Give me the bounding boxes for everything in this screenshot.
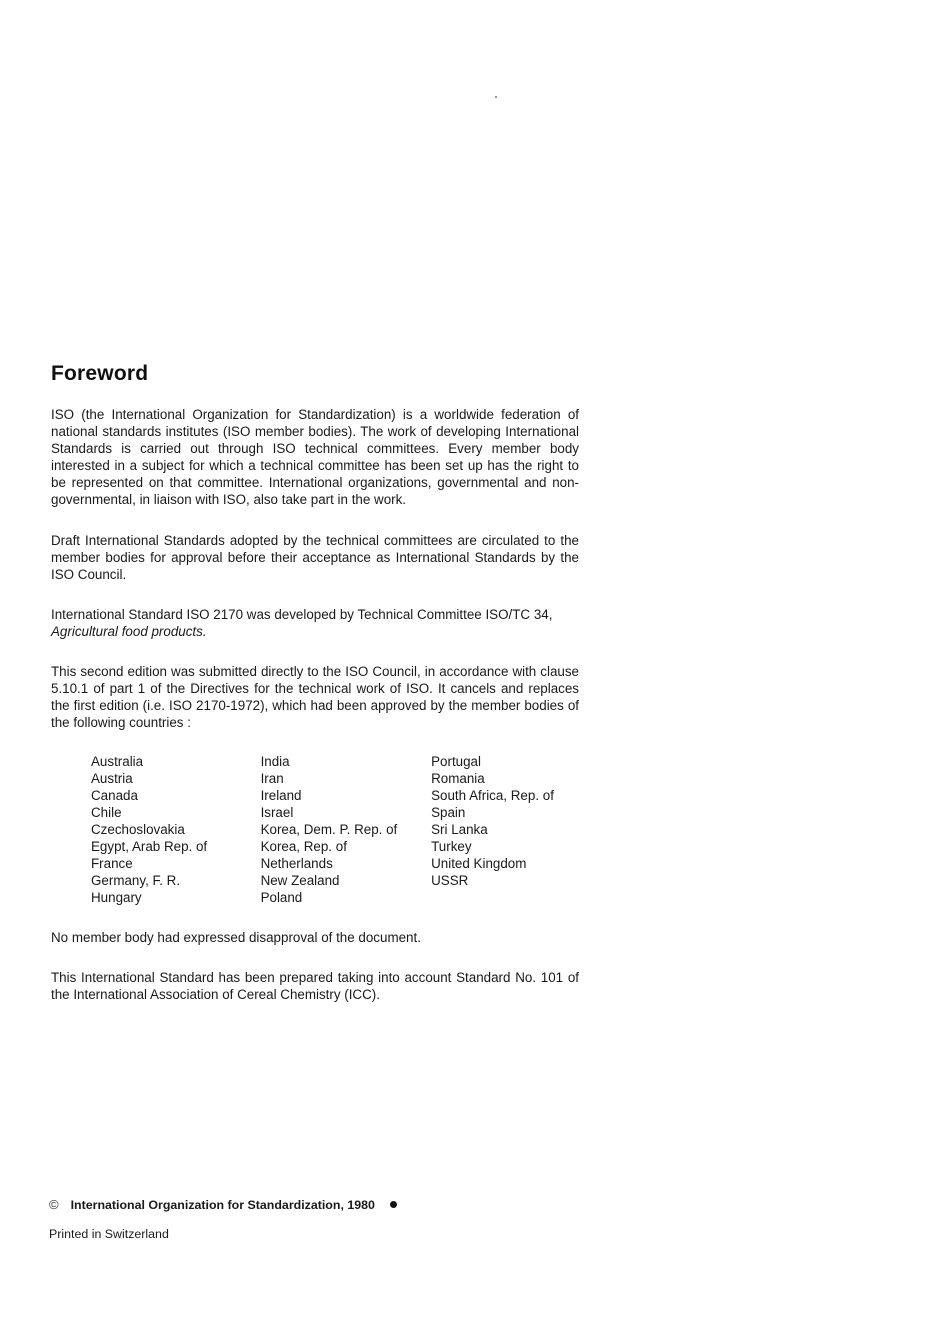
paragraph-iso-federation: ISO (the International Organization for Standardization) is a worldwide federation of national standards institutes (ISO member bodies). The work of developing International Standards is carried out through ISO technical committees. Every member body interested in a subject for which a technical committee has been set up has the right to be represented on that committee. International organizations, governmental and non-governmental, in liaison with ISO, also take part in the work. xyxy=(51,407,579,507)
country-list xyxy=(91,753,579,906)
country-column-1 xyxy=(91,753,261,906)
country-item: Egypt, Arab Rep. of xyxy=(91,839,208,854)
country-item: Portugal xyxy=(431,754,481,769)
country-item: Turkey xyxy=(431,839,472,854)
bullet-icon xyxy=(390,1201,397,1208)
country-item: Germany, F. R. xyxy=(91,873,181,888)
country-item: Ireland xyxy=(260,788,302,803)
country-item: Canada xyxy=(91,788,138,803)
country-item: Australia xyxy=(91,754,144,769)
copyright-text: International Organization for Standardization, 1980 xyxy=(70,1197,375,1212)
country-item: Hungary xyxy=(91,890,142,905)
country-item: Chile xyxy=(91,805,122,820)
country-item: Netherlands xyxy=(260,856,333,871)
country-item: South Africa, Rep. of xyxy=(431,788,554,803)
country-item: Sri Lanka xyxy=(431,822,488,837)
paragraph-no-disapproval: No member body had expressed disapproval of the document. xyxy=(51,930,421,945)
copyright-icon: © xyxy=(49,1197,59,1212)
country-column-2 xyxy=(261,753,432,906)
page-footer xyxy=(49,1197,397,1241)
country-item: France xyxy=(91,856,133,871)
country-item: Korea, Rep. of xyxy=(260,839,347,854)
foreword-section xyxy=(51,362,579,1003)
country-column-3 xyxy=(431,753,579,906)
country-item: Czechoslovakia xyxy=(91,822,185,837)
printed-in-text: Printed in Switzerland xyxy=(49,1227,169,1241)
copyright-line xyxy=(49,1197,397,1212)
country-item: Iran xyxy=(260,771,284,786)
country-item: Korea, Dem. P. Rep. of xyxy=(260,822,398,837)
country-item: United Kingdom xyxy=(431,856,527,871)
paragraph-draft-standards: Draft International Standards adopted by the technical committees are circulated to the member bodies for approval before their acceptance as International Standards by the ISO Council. xyxy=(51,533,579,582)
paragraph-developed-by xyxy=(51,606,579,640)
paragraph-icc-reference: This International Standard has been prepared taking into account Standard No. 101 of the International Association of Cereal Chemistry (ICC). xyxy=(51,970,579,1002)
country-item: Romania xyxy=(431,771,485,786)
scan-speck xyxy=(495,96,497,98)
page-title: Foreword xyxy=(51,362,149,385)
country-item: Poland xyxy=(260,890,303,905)
country-item: New Zealand xyxy=(260,873,340,888)
country-item: USSR xyxy=(431,873,469,888)
country-item: Spain xyxy=(431,805,466,820)
country-item: India xyxy=(260,754,290,769)
committee-title: Agricultural food products. xyxy=(51,624,207,639)
country-item: Austria xyxy=(91,771,133,786)
paragraph-second-edition: This second edition was submitted directly to the ISO Council, in accordance with clause 5.10.1 of part 1 of the Directives for the technical work of ISO. It cancels and replaces the first edition (i.e. ISO 2170-1972), which had been approved by the member bodies of the following countries : xyxy=(51,664,579,730)
country-item: Israel xyxy=(260,805,294,820)
developed-by-text: International Standard ISO 2170 was developed by Technical Committee ISO/TC 34, xyxy=(51,607,553,622)
